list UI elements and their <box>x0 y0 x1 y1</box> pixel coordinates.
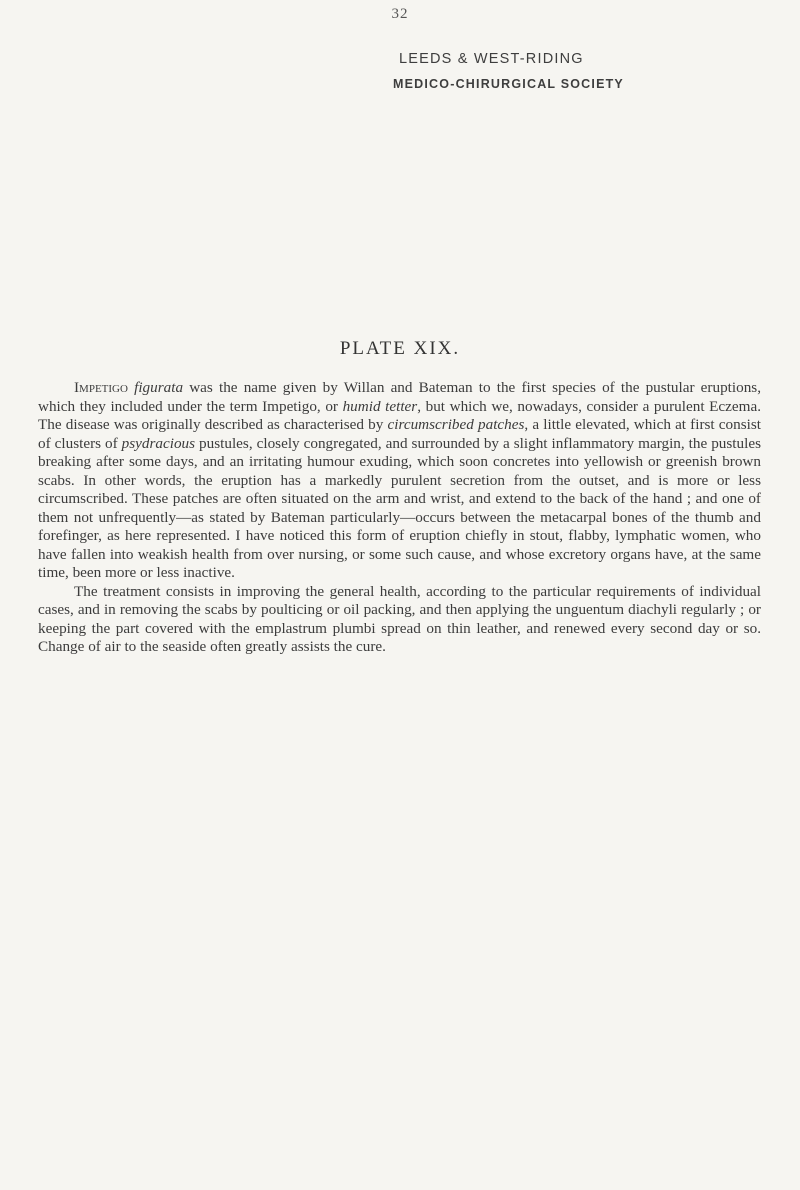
text-segment: was the name given by Willan and Bateman to the first species of the pustular eruptions, which they included under the term Impetigo, or <box>38 379 761 415</box>
stamp-line-1: LEEDS & WEST-RIDING <box>399 51 584 67</box>
paragraph-description <box>38 379 761 583</box>
lead-term: Impetigo <box>74 379 128 396</box>
lead-term-italic: figurata <box>134 379 184 396</box>
italic-term: humid tetter <box>342 397 418 415</box>
plate-title: PLATE XIX. <box>339 338 461 359</box>
text-segment: , but which we, nowadays, consider a purulent Eczema. The disease was originally described as characterised by <box>38 397 761 433</box>
paragraph-treatment: The treatment consists in improving the general health, according to the particular requirements of individual cases, and in removing the scabs by poulticing or oil packing, and then applying the unguentum diachyli regularly ; or keeping the part covered with the emplastrum plumbi spread on thin leather, and renewed every second day or so. Change of air to the seaside often greatly assists the cure. <box>38 582 761 655</box>
text-segment: , a little elevated, which at first consist of clusters of <box>38 416 761 452</box>
text-segment: pustules, closely congregated, and surrounded by a slight inflammatory margin, the pustules breaking after some days, and an irritating humour exuding, which soon concretes into yellowish or greenish brown scabs. In other words, the eruption has a markedly purulent secretion from the outset, and is more or less circumscribed. These patches are often situated on the arm and wrist, and extend to the back of the hand ; and one of them not unfrequently—as stated by Bateman particularly—occurs between the metacarpal bones of the thumb and forefinger, as here represented. I have noticed this form of eruption chiefly in stout, flabby, lymphatic women, who have fallen into weakish health from over nursing, or some such cause, and whose excretory organs have, at the same time, been more or less inactive. <box>38 434 761 581</box>
body-text <box>38 379 761 657</box>
page-number: 32 <box>391 6 409 22</box>
italic-term: circumscribed patches <box>387 416 525 433</box>
stamp-line-2: MEDICO-CHIRURGICAL SOCIETY <box>393 77 624 91</box>
italic-term: psydracious <box>121 434 196 452</box>
